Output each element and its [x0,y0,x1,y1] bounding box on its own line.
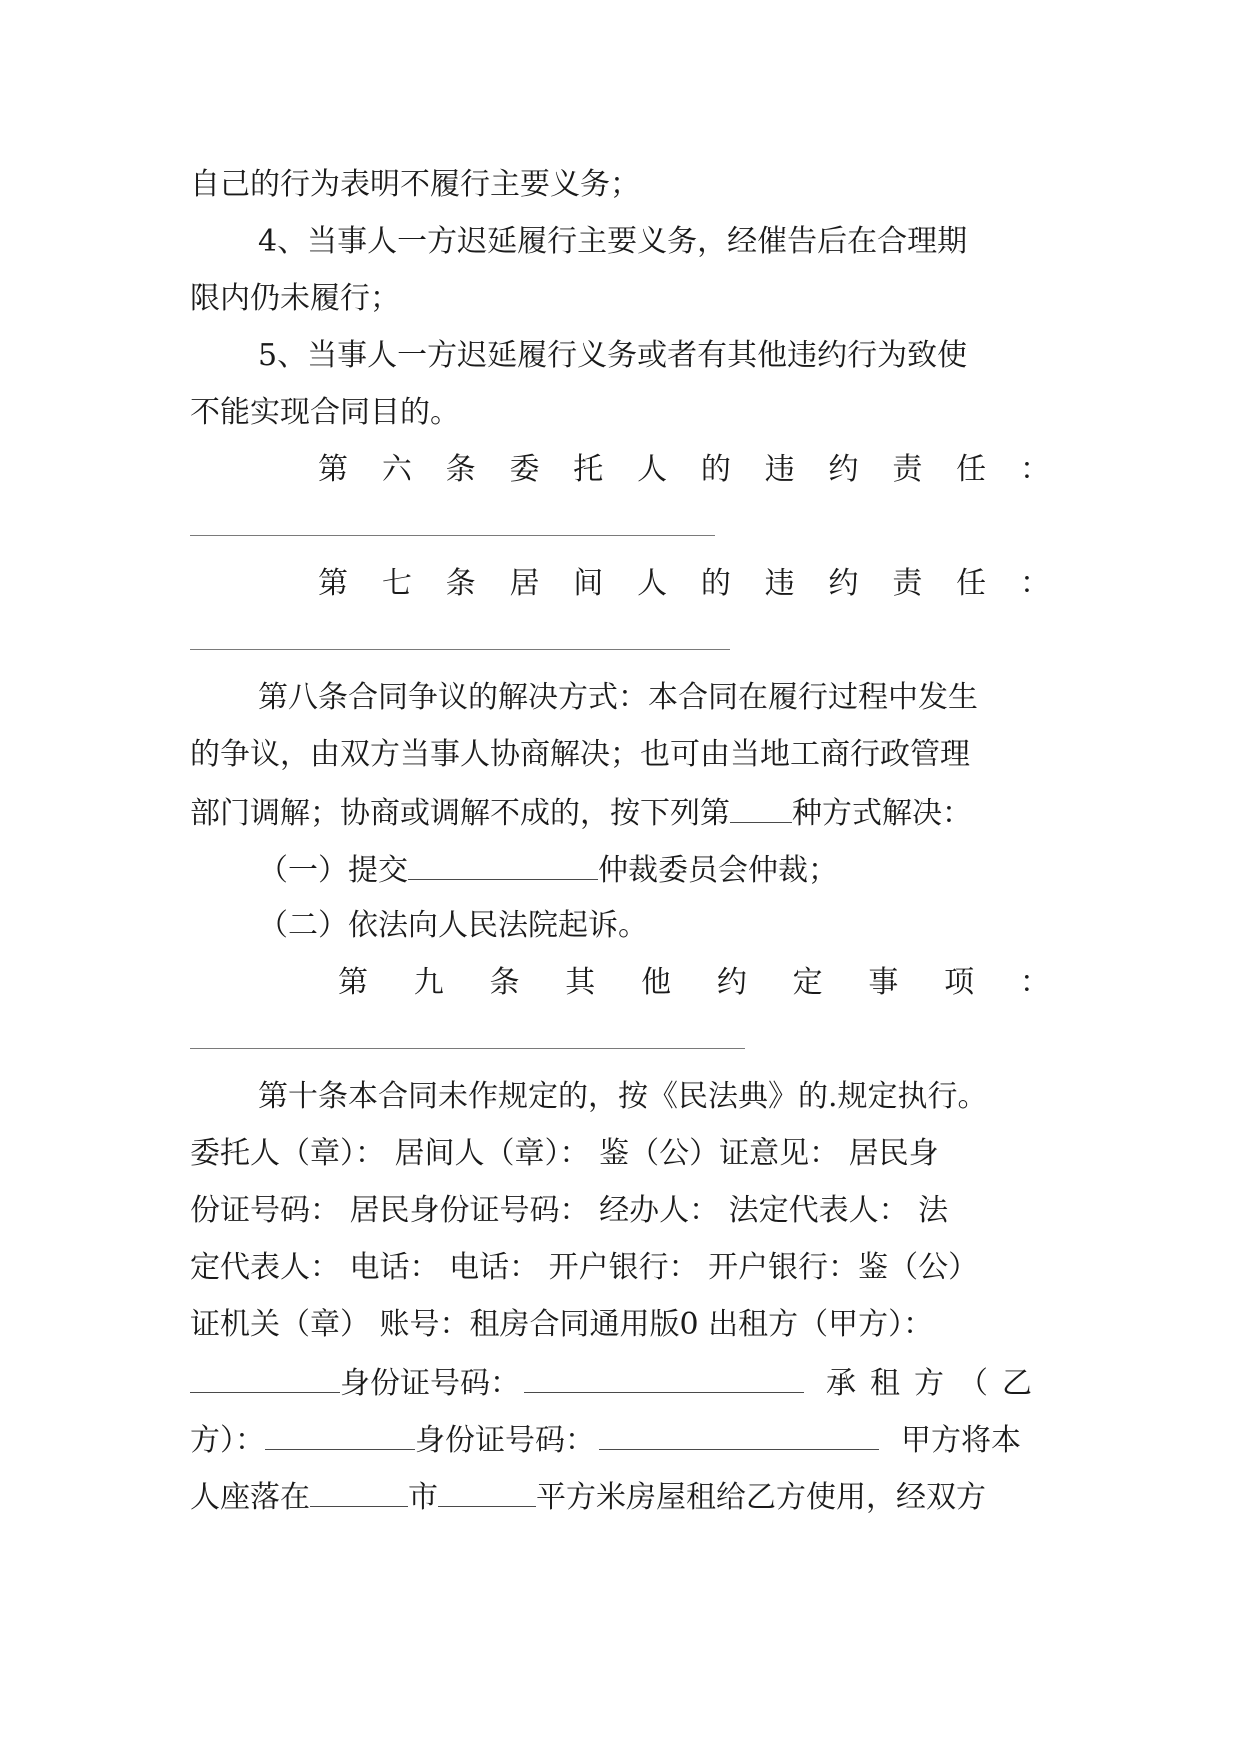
heading-char: 约 [716,965,747,1000]
heading-char: 的 [700,566,731,601]
blank-field [310,1476,408,1507]
article-6-heading [318,450,1050,490]
text-segment: 承租方（乙 [826,1366,1046,1401]
heading-char: 的 [700,452,731,487]
heading-char: 责 [892,566,923,601]
text-segment: 部门调解；协商或调解不成的，按下列第 [190,796,730,831]
blank-field [408,849,598,880]
heading-char: 人 [637,452,668,487]
heading-char: ： [1019,965,1050,1000]
article-9-heading [338,963,1050,1003]
heading-char: 项 [944,965,975,1000]
heading-char: 条 [445,566,476,601]
text-line: 自己的行为表明不履行主要义务； [190,167,640,202]
text-segment: （一）提交 [258,853,408,888]
heading-char: 间 [573,566,604,601]
heading-char: 条 [445,452,476,487]
fill-in-rule [190,649,730,650]
blank-field [265,1419,415,1450]
signature-block-line: 份证号码： 居民身份证号码： 经办人： 法定代表人： 法 [190,1193,949,1228]
heading-char: 九 [413,965,444,1000]
text-line: 不能实现合同目的。 [190,395,460,430]
heading-char: 约 [828,566,859,601]
text-line: 的争议，由双方当事人协商解决；也可由当地工商行政管理 [190,737,970,772]
heading-char: 居 [509,566,540,601]
text-segment: 甲方将本 [901,1423,1021,1458]
heading-char: 六 [381,452,412,487]
heading-char: 他 [641,965,672,1000]
text-segment: 方）： [190,1423,265,1458]
clause-5: 5、当事人一方迟延履行义务或者有其他违约行为致使 [258,338,968,373]
heading-char: 违 [764,566,795,601]
heading-char: 任 [956,452,987,487]
fill-in-rule [190,1048,745,1049]
text-segment: 仲裁委员会仲裁； [598,853,838,888]
heading-char: 任 [956,566,987,601]
article-7-heading [318,564,1050,604]
heading-char: 条 [489,965,520,1000]
text-line [190,792,1050,832]
lessor-line [190,1362,1050,1402]
text-segment: 身份证号码： [340,1366,520,1401]
heading-char: ： [1019,452,1050,487]
blank-field [599,1419,879,1450]
text-segment: 人座落在 [190,1480,310,1515]
blank-field [190,1362,340,1393]
lessee-line [190,1419,1050,1459]
option-2: （二）依法向人民法院起诉。 [258,908,648,943]
heading-char: 违 [764,452,795,487]
blank-field [524,1362,804,1393]
text-segment: 种方式解决： [792,796,972,831]
heading-char: 其 [565,965,596,1000]
text-segment: 身份证号码： [415,1423,595,1458]
fill-in-rule [190,535,715,536]
option-1 [258,849,1118,889]
heading-char: ： [1019,566,1050,601]
heading-char: 事 [868,965,899,1000]
heading-char: 约 [828,452,859,487]
article-10-text: 第十条本合同未作规定的，按《民法典》的.规定执行。 [258,1079,988,1114]
text-segment: 平方米房屋租给乙方使用，经双方 [536,1480,986,1515]
article-8-text: 第八条合同争议的解决方式：本合同在履行过程中发生 [258,680,978,715]
heading-char: 定 [792,965,823,1000]
clause-4: 4、当事人一方迟延履行主要义务，经催告后在合理期 [258,224,968,259]
heading-char: 责 [892,452,923,487]
heading-char: 第 [338,965,368,1000]
heading-char: 第 [318,452,348,487]
blank-field [730,792,792,823]
text-segment: 市 [408,1480,438,1515]
heading-char: 委 [509,452,540,487]
heading-char: 七 [381,566,412,601]
signature-block-line: 定代表人： 电话： 电话： 开户银行： 开户银行：鉴（公） [190,1250,979,1285]
heading-char: 人 [637,566,668,601]
signature-block-line: 证机关（章） 账号：租房合同通用版0 出租方（甲方）： [190,1307,934,1342]
premises-line [190,1476,1050,1516]
text-line: 限内仍未履行； [190,281,400,316]
heading-char: 托 [573,452,604,487]
signature-block-line: 委托人（章）： 居间人（章）： 鉴（公）证意见： 居民身 [190,1136,939,1171]
heading-char: 第 [318,566,348,601]
blank-field [438,1476,536,1507]
